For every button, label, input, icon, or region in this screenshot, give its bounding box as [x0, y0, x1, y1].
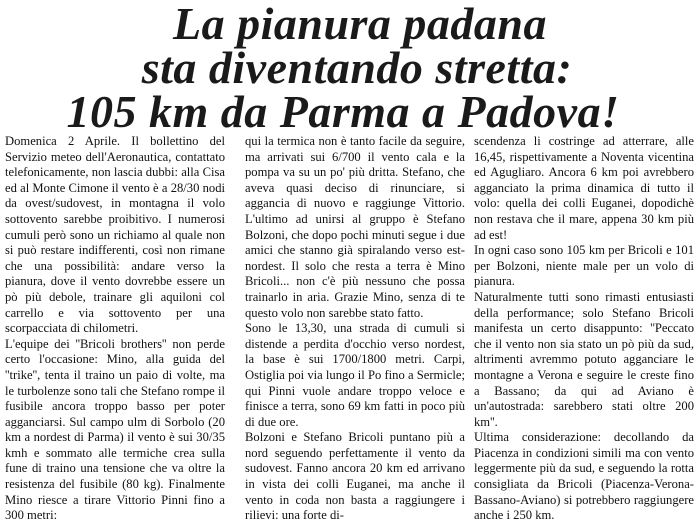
article-headline — [0, 0, 700, 137]
paragraph: Sono le 13,30, una strada di cumuli si distende a perdita d'occhio verso nordest, la base è sui 1700/1800 metri. Carpi, Ostiglia poi via lungo il Po fino a Sermicle; qui Pinni vuole andare troppo veloce e finisce a terra, sono 69 km fatti in poco più di due ore. — [245, 321, 465, 429]
paragraph: Domenica 2 Aprile. Il bollettino del Servizio meteo dell'Aeronautica, contattato telefonicamente, non lascia dubbi: alla Cisa ed al Monte Cimone il vento è a 28/30 nodi da ovest/sudovest, in montagna il volo sottovento sarebbe proibitivo. I numerosi cumuli però sono un richiamo al quale non si può restare indifferenti, così non rimane che una possibilità: andare verso la pianura, dove il vento dovrebbe essere un pò più debole, trainare gli aquiloni col carrello e via sottovento per una scorpacciata di chilometri. — [5, 134, 225, 336]
article-body — [5, 134, 695, 522]
headline-line-2: sta diventando stretta: — [141, 42, 573, 93]
paragraph: Ultima considerazione: decollando da Piacenza in condizioni simili ma con vento leggermente più da sud, e seguendo la rotta consigliata da Bricoli (Piacenza-Verona-Bassano-Aviano) si potrebbero raggiungere anche i 250 km. — [474, 430, 694, 522]
paragraph: Naturalmente tutti sono rimasti entusiasti della performance; solo Stefano Bricoli manifesta un certo disappunto: ''Peccato che il vento non sia stato un pò più da sud, altrimenti avremmo potuto agganciare le montagne a Verona e seguire le creste fino a Bassano; da qui ad Aviano è un'autostrada: sarebbero stati oltre 200 km''. — [474, 289, 694, 429]
paragraph: In ogni caso sono 105 km per Bricoli e 101 per Bolzoni, niente male per un volo di pianura. — [474, 243, 694, 289]
paragraph: scendenza li costringe ad atterrare, alle 16,45, rispettivamente a Noventa vicentina ed Agugliaro. Ancora 6 km poi avrebbero agganciato la prima dinamica di tutto il volo: quella dei colli Euganei, dopodichè non restava che il mare, appena 30 km più ad est! — [474, 134, 694, 242]
paragraph: Bolzoni e Stefano Bricoli puntano più a nord seguendo perfettamente il vento da sudovest. Fanno ancora 20 km ed arrivano in vista dei colli Euganei, ma anche il vento in coda non basta a raggiungere i rilievi: una forte di- — [245, 430, 465, 522]
text-column-2 — [245, 134, 465, 522]
headline-line-1: La pianura padana — [172, 0, 548, 49]
paragraph: qui la termica non è tanto facile da seguire, ma arrivati sui 6/700 il vento cala e la pompa va su un po' più dritta. Stefano, che aveva quasi deciso di rinunciare, si aggancia di nuovo e raggiunge Vittorio. L'ultimo ad unirsi al gruppo è Stefano Bolzoni, che dopo pochi minuti segue i due amici che stanno già spiralando verso est-nordest. Il solo che resta a terra è Mino Bricoli... non c'è più nessuno che possa trainarlo in aria. Grazie Mino, senza di te questo volo non sarebbe stato fatto. — [245, 134, 465, 320]
headline-line-3: 105 km da Parma a Padova! — [66, 86, 620, 137]
paragraph: L'equipe dei ''Bricoli brothers'' non perde certo l'occasione: Mino, alla guida del ''trike'', tenta il traino un paio di volte, ma le turbolenze sono tali che Stefano rompe il fusibile ancora troppo basso per poter agganciarsi. Sul campo ulm di Sorbolo (20 km a nordest di Parma) il vento è sui 30/35 kmh e sommato alle termiche crea sulla fune di traino una tensione che va oltre la resistenza del fusibile (80 kg). Finalmente Mino riesce a tirare Vittorio Pinni fino a 300 metri: — [5, 336, 225, 522]
text-column-1 — [5, 134, 225, 522]
text-column-3 — [474, 134, 694, 522]
